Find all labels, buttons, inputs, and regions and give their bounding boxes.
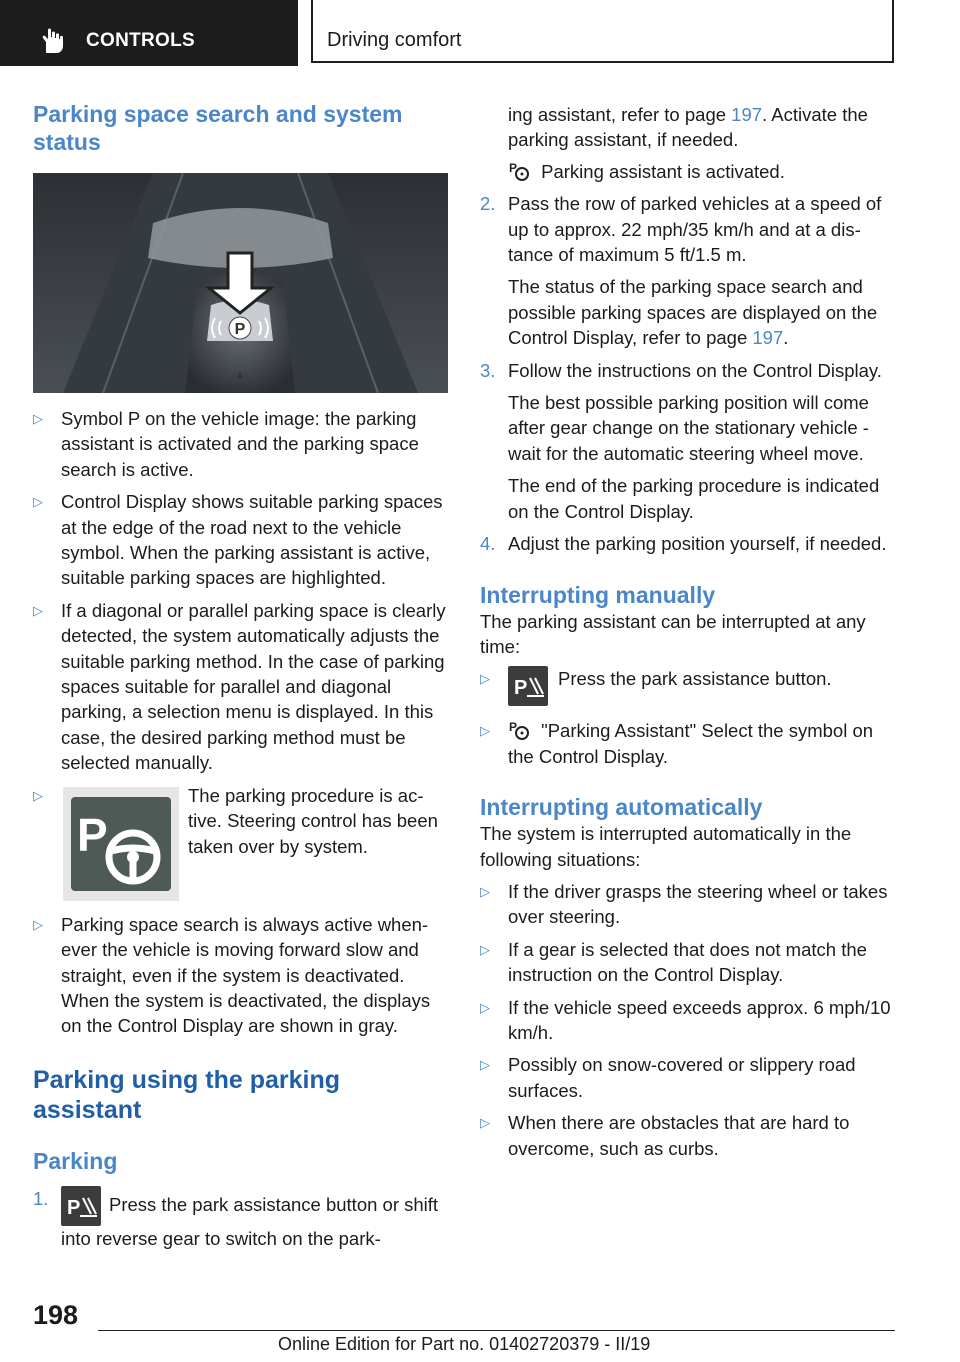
bullet-triangle-icon: ▷ [33,411,43,426]
parking-assistant-icon [508,719,530,741]
vehicle-display-illustration [33,173,448,393]
step-number: 3. [480,359,496,381]
step-4: 4. Adjust the parking position yourself, if needed. [480,531,898,556]
bullet-triangle-icon: ▷ [480,883,490,899]
left-column [33,100,448,1251]
bullet-triangle-icon: ▷ [33,602,43,618]
svg-text:P: P [234,321,246,338]
chapter-title: Driving comfort [327,29,462,51]
edition-note: Online Edition for Part no. 01402720379 - II/19 [278,1334,651,1354]
list-item: ▷ When there are obstacles that are hard to overcome, such as curbs. [480,1112,850,1159]
step-number: 4. [480,533,496,555]
heading-parking: Parking [33,1147,118,1174]
list-item: ▷ If a diagonal or parallel parking space is clearly detected, the system automatically adjusts the suitable parking method. In the case of parking spaces suitable for parallel and diagonal parking, a selection menu is displayed. In this case, the desired parking method must be selected manually. [33,599,446,774]
vehicle-display-image [33,173,448,393]
list-item: ▷ Possibly on snow-covered or slippery road surfaces. [480,1054,856,1101]
bullet-triangle-icon: ▷ [33,787,43,803]
right-column [480,102,898,1161]
parking-assistant-icon [508,160,530,182]
manual-intro: The parking assistant can be interrupted at any time: [480,610,866,657]
bullet-triangle-icon: ▷ [480,1057,490,1073]
list-item: ▷ P "Parking Assistant" Select the symbol on the Control Display. [480,720,874,767]
step-number: 2. [480,193,496,215]
chapter-tab [311,0,894,63]
step-3-note-2: The end of the parking procedure is indicated on the Control Display. [508,475,880,522]
list-item: ▷ If the driver grasps the steering wheel or takes over steering. [480,880,888,928]
heading-parking-using-assistant: Parking using the parking assistant [33,1065,340,1124]
list-item: ▷ P Press the park assistance button. [480,666,898,706]
step-3: 3. Follow the instructions on the Control Display. [480,358,898,383]
step-2: 2. Pass the row of parked vehicles at a speed of up to approx. 22 mph/35 km/h and at a distance of maximum 5 ft/1.5 m. [480,193,882,266]
bullet-triangle-icon: ▷ [480,723,490,739]
park-assist-button-icon [61,1186,101,1226]
svg-text:P: P [509,160,518,175]
auto-intro: The system is interrupted automatically in the following situations: [480,823,852,870]
bullet-triangle-icon: ▷ [480,999,490,1015]
svg-text:P: P [514,677,528,700]
page-link[interactable]: 197 [731,104,763,125]
svg-text:P: P [509,720,518,735]
svg-text:P: P [67,1196,81,1219]
page-link[interactable]: 197 [752,327,784,349]
page-number: 198 [33,1300,79,1330]
hand-pointer-icon [38,26,68,56]
list-item: ▷ If the vehicle speed exceeds approx. 6 mph/10 km/h. [480,996,891,1043]
list-item: ▷ Symbol P on the vehicle image: the parking assistant is activated and the parking space search is active. [33,408,419,480]
list-item: ▷ Control Display shows suitable parking spaces at the edge of the road next to the vehicle symbol. When the parking assistant is active, suitable parking spaces are highlighted. [33,491,443,589]
footer-divider [98,1330,895,1331]
parking-steering-icon [63,787,179,901]
bullet-triangle-icon: ▷ [33,494,43,510]
bullet-triangle-icon: ▷ [480,671,490,687]
heading-parking-space-search: Parking space search and system status [33,101,403,155]
svg-text:P: P [77,808,108,861]
list-item: ▷ Parking space search is always active whenever the vehicle is moving forward slow and straight, even if the system is deactivated. When the system is deactivated, the displays on the Control Display are shown in gray. [33,913,431,1037]
list-item: ▷ P The parking procedure is active. Steering control has been taken over by system. [33,783,448,903]
section-title: CONTROLS [86,30,196,51]
step-1: 1. P Press the park assistance button or shift into reverse gear to switch on the park- [33,1187,439,1249]
bullet-triangle-icon: ▷ [33,916,43,932]
section-tab [0,0,298,66]
bullet-triangle-icon: ▷ [480,1115,490,1131]
step-2-note: The status of the parking space search and possible parking spaces are displayed on the Control Display, refer to page 197. [508,276,878,349]
status-line: P Parking assistant is activated. [509,160,785,182]
list-item: ▷ If a gear is selected that does not match the instruction on the Control Display. [480,938,867,986]
step-1-continued: ing assistant, refer to page 197. Activate the parking assistant, if needed. [508,104,868,151]
park-assist-button-icon [508,666,548,706]
heading-interrupting-manually: Interrupting manually [480,581,716,608]
step-3-note-1: The best possible parking position will come after gear change on the stationary vehicle - wait for the automatic steering wheel move. [508,392,869,464]
bullet-triangle-icon: ▷ [480,941,490,957]
heading-interrupting-automatically: Interrupting automatically [480,794,763,821]
step-number: 1. [33,1187,49,1209]
